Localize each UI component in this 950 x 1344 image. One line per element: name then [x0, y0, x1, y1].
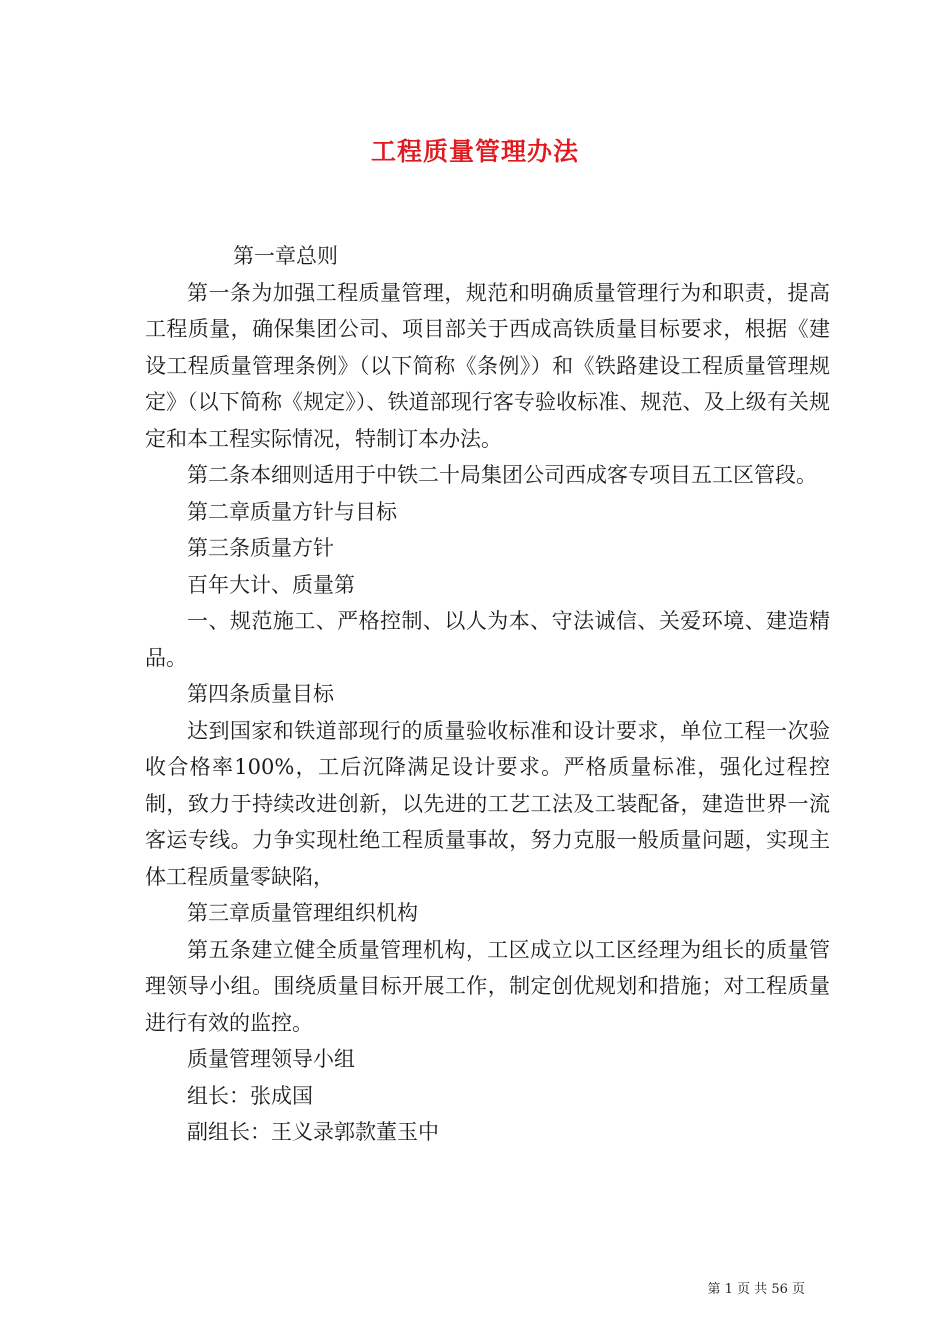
paragraph: 组长：张成国 [187, 1083, 313, 1108]
paragraph: 百年大计、质量第 [187, 572, 355, 597]
document-body [145, 238, 830, 1151]
chapter-heading: 第二章质量方针与目标 [187, 499, 397, 524]
page-number: 第 1 页 共 56 页 [707, 1282, 805, 1297]
paragraph: 第一条为加强工程质量管理，规范和明确质量管理行为和职责，提高工程质量，确保集团公司、项目部关于西成高铁质量目标要求，根据《建设工程质量管理条例》（以下简称《条例》）和《铁路建设工程质量管理规定》（以下简称《规定》）、铁道部现行客专验收标准、规范、及上级有关规定和本工程实际情况，特制订本办法。 [145, 280, 830, 451]
paragraph: 第二条本细则适用于中铁二十局集团公司西成客专项目五工区管段。 [187, 463, 817, 487]
paragraph: 第三条质量方针 [187, 536, 334, 560]
document-title: 工程质量管理办法 [370, 137, 579, 166]
paragraph: 质量管理领导小组 [187, 1047, 355, 1071]
paragraph: 副组长：王义录郭款董玉中 [187, 1120, 439, 1144]
chapter-heading: 第一章总则 [233, 244, 338, 268]
paragraph: 第四条质量目标 [187, 682, 334, 706]
chapter-heading: 第三章质量管理组织机构 [187, 901, 418, 925]
paragraph: 第五条建立健全质量管理机构，工区成立以工区经理为组长的质量管理领导小组。围绕质量目标开展工作，制定创优规划和措施；对工程质量进行有效的监控。 [145, 937, 830, 1035]
paragraph: 一、规范施工、严格控制、以人为本、守法诚信、关爱环境、建造精品。 [145, 609, 830, 670]
paragraph: 达到国家和铁道部现行的质量验收标准和设计要求，单位工程一次验收合格率100%，工后沉降满足设计要求。严格质量标准，强化过程控制，致力于持续改进创新，以先进的工艺工法及工装配备，建造世界一流客运专线。力争实现杜绝工程质量事故，努力克服一般质量问题，实现主体工程质量零缺陷， [145, 718, 830, 889]
